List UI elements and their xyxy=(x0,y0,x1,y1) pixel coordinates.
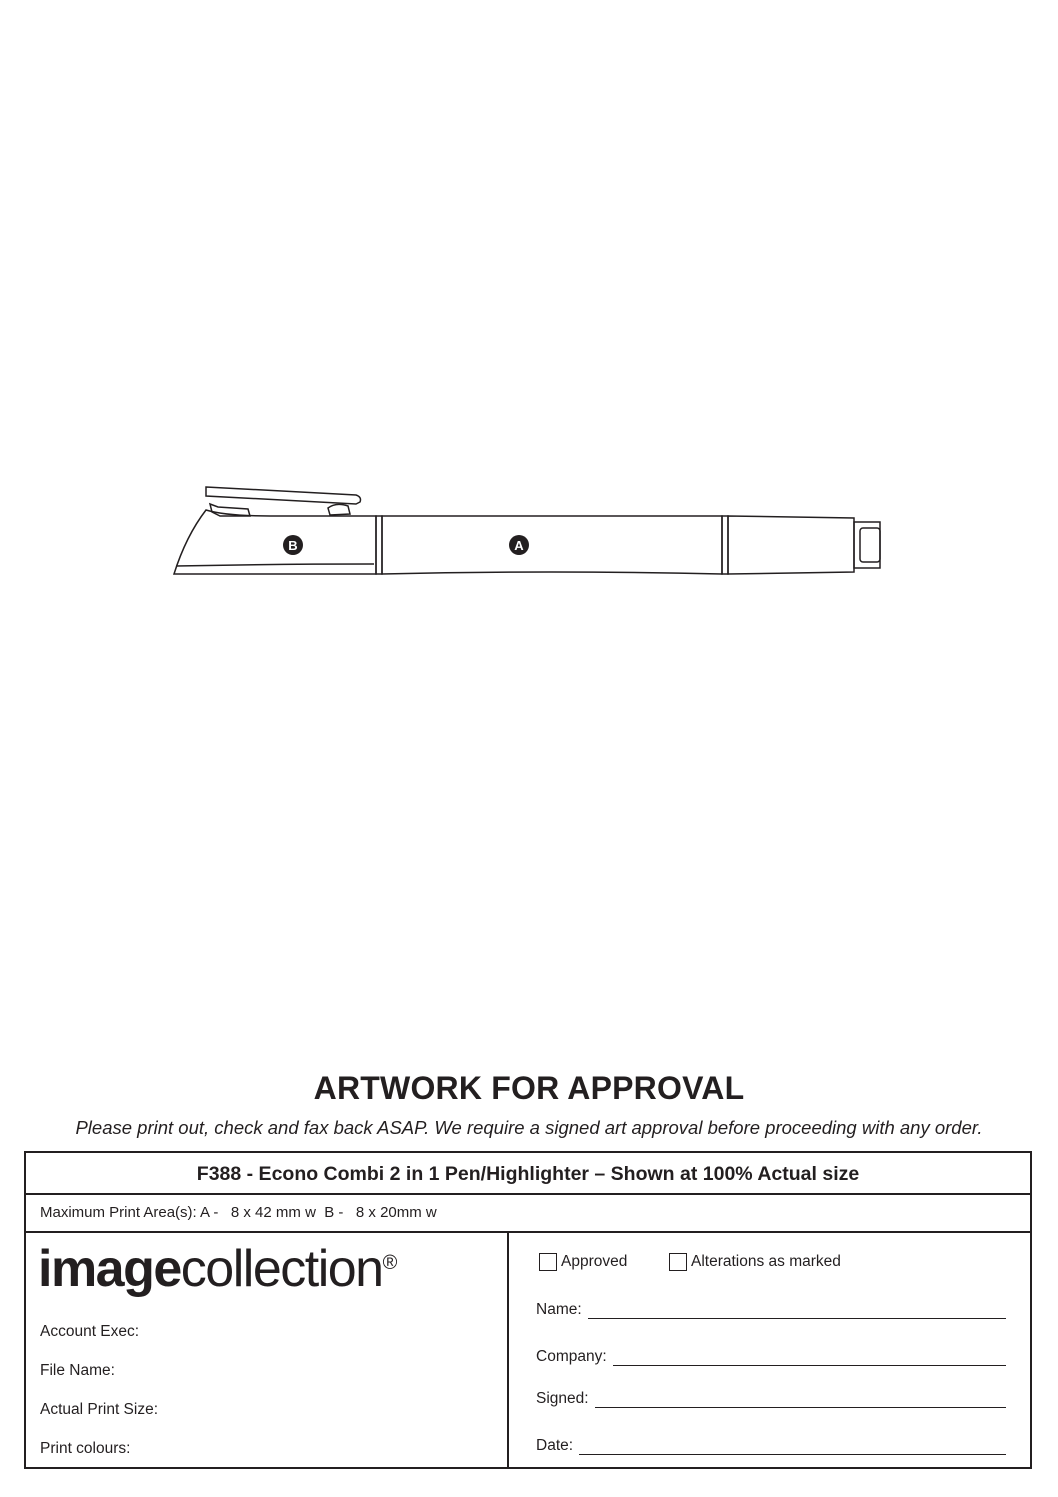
company-field[interactable] xyxy=(536,1348,1006,1366)
name-field[interactable] xyxy=(536,1301,1006,1319)
pen-ring-1 xyxy=(376,516,382,574)
instruction-text: Please print out, check and fax back ASAP. We require a signed art approval before proceeding with any order. xyxy=(75,1117,983,1138)
alterations-checkbox[interactable] xyxy=(669,1253,687,1271)
alterations-option[interactable] xyxy=(669,1253,841,1271)
pen-front-edge xyxy=(176,564,374,566)
date-line[interactable] xyxy=(579,1438,1006,1455)
page-heading: ARTWORK FOR APPROVAL xyxy=(313,1070,745,1106)
approval-panel xyxy=(509,1233,1030,1469)
product-title: F388 - Econo Combi 2 in 1 Pen/Highlighter – Shown at 100% Actual size xyxy=(26,1153,1030,1195)
pen-cap-base xyxy=(854,522,880,568)
registered-mark: ® xyxy=(382,1252,398,1274)
image-collection-logo xyxy=(38,1237,397,1301)
date-field[interactable] xyxy=(536,1437,1006,1455)
pen-ring-2 xyxy=(722,516,728,574)
alterations-label: Alterations as marked xyxy=(691,1253,841,1270)
details-panel xyxy=(26,1233,509,1469)
approved-option[interactable] xyxy=(539,1253,627,1271)
pen-drawing xyxy=(160,478,900,588)
company-line[interactable] xyxy=(613,1349,1006,1366)
pen-outline-svg xyxy=(160,478,900,588)
approval-form xyxy=(24,1151,1032,1469)
print-colours-label: Print colours: xyxy=(40,1440,131,1457)
svg-text:B: B xyxy=(288,538,298,553)
account-exec-label: Account Exec: xyxy=(40,1323,140,1340)
logo-bold-text: image xyxy=(38,1240,181,1298)
signed-line[interactable] xyxy=(595,1391,1006,1408)
pen-clip xyxy=(206,487,361,504)
pen-cap-tip xyxy=(860,528,880,562)
print-size-label: Actual Print Size: xyxy=(40,1401,159,1418)
pen-clip-knob xyxy=(328,504,350,515)
date-label: Date: xyxy=(536,1437,574,1454)
approved-checkbox[interactable] xyxy=(539,1253,557,1271)
file-name-label: File Name: xyxy=(40,1362,115,1379)
print-area-marker-b xyxy=(283,535,303,555)
pen-end xyxy=(728,516,854,574)
signed-label: Signed: xyxy=(536,1390,589,1407)
name-line[interactable] xyxy=(588,1302,1006,1319)
logo-light-text: collection xyxy=(180,1240,383,1298)
approved-label: Approved xyxy=(561,1253,628,1270)
signed-field[interactable] xyxy=(536,1390,1006,1408)
print-area-marker-a xyxy=(509,535,529,555)
name-label: Name: xyxy=(536,1301,582,1318)
print-area-text: Maximum Print Area(s): A - 8 x 42 mm w B - 8 x 20mm w xyxy=(26,1195,1030,1233)
svg-text:A: A xyxy=(514,538,524,553)
company-label: Company: xyxy=(536,1348,607,1365)
pen-barrel xyxy=(382,516,722,574)
